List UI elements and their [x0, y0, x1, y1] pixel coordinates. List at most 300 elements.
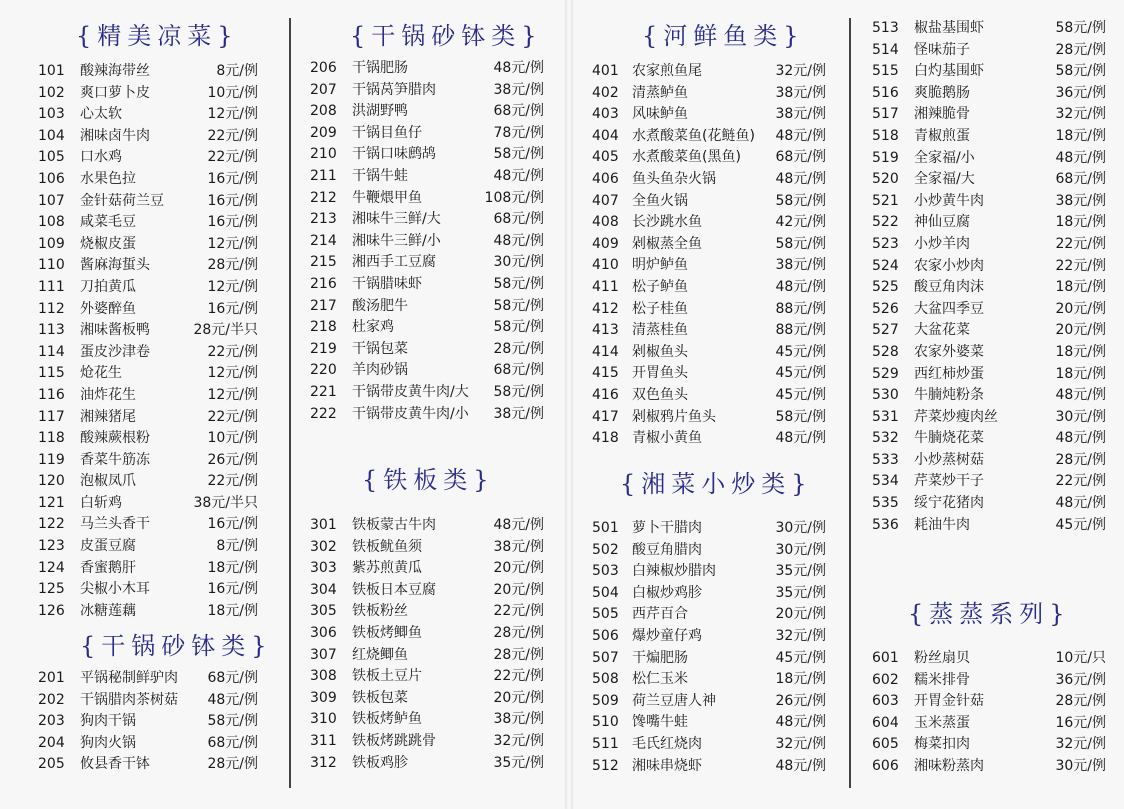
- item-code: 310: [310, 711, 337, 728]
- menu-item-row: [38, 277, 262, 299]
- item-code: 122: [38, 516, 65, 533]
- item-price: 22元/例: [493, 603, 544, 620]
- item-name: 全鱼火锅: [632, 192, 688, 209]
- item-price: 30元/例: [775, 520, 826, 536]
- item-name: 松子鲈鱼: [632, 278, 688, 295]
- item-code: 205: [38, 756, 65, 773]
- item-price: 22元/例: [1055, 257, 1106, 274]
- item-name: 全家福/小: [914, 149, 975, 166]
- item-code: 214: [310, 232, 337, 249]
- item-name: 松子桂鱼: [632, 300, 688, 317]
- item-code: 527: [872, 322, 899, 339]
- item-price: 45元/例: [1055, 516, 1106, 533]
- item-price: 68元/例: [1055, 171, 1106, 188]
- item-price: 30元/例: [1055, 757, 1106, 774]
- item-name: 湘辣脆骨: [914, 106, 970, 123]
- item-code: 311: [310, 732, 337, 749]
- menu-item-row: [310, 688, 548, 710]
- item-code: 522: [872, 214, 899, 231]
- item-name: 农家煎鱼尾: [632, 63, 702, 79]
- menu-item-row: [872, 450, 1110, 472]
- item-price: 12元/例: [207, 106, 258, 123]
- menu-item-row: [872, 256, 1110, 278]
- item-price: 20元/例: [1055, 300, 1106, 317]
- menu-item-row: [592, 277, 830, 299]
- item-name: 玉米蒸蛋: [914, 714, 970, 731]
- item-price: 58元/例: [207, 713, 258, 730]
- item-code: 532: [872, 430, 899, 447]
- item-code: 126: [38, 602, 65, 619]
- menu-item-row: [592, 669, 830, 691]
- item-price: 16元/例: [207, 581, 258, 598]
- item-code: 213: [310, 211, 337, 228]
- menu-item-row: [310, 339, 548, 361]
- item-name: 大盆四季豆: [914, 300, 984, 317]
- item-code: 221: [310, 383, 337, 400]
- menu-item-list: [38, 668, 262, 776]
- menu-item-row: [872, 407, 1110, 429]
- item-code: 403: [592, 106, 619, 123]
- menu-item-row: [872, 191, 1110, 213]
- item-name: 糯米排骨: [914, 671, 970, 688]
- item-name: 剁椒蒸全鱼: [632, 235, 702, 252]
- menu-item-row: [592, 626, 830, 648]
- menu-item-row: [310, 753, 548, 775]
- item-code: 525: [872, 279, 899, 296]
- menu-item-row: [38, 363, 262, 385]
- item-price: 28元/例: [207, 257, 258, 274]
- column-divider: [849, 18, 851, 788]
- item-name: 干煸肥肠: [632, 649, 688, 666]
- menu-item-row: [38, 147, 262, 169]
- menu-item-row: [38, 711, 262, 733]
- item-code: 409: [592, 235, 619, 252]
- item-price: 26元/例: [207, 451, 258, 468]
- item-name: 铁板粉丝: [352, 603, 408, 620]
- menu-item-row: [310, 382, 548, 404]
- item-price: 35元/例: [775, 584, 826, 601]
- item-code: 119: [38, 451, 65, 468]
- item-price: 28元/例: [1055, 693, 1106, 710]
- item-code: 308: [310, 668, 337, 685]
- menu-item-row: [310, 515, 548, 537]
- item-price: 18元/例: [775, 671, 826, 688]
- item-price: 68元/例: [207, 670, 258, 686]
- item-code: 404: [592, 127, 619, 144]
- item-code: 603: [872, 693, 899, 710]
- item-price: 88元/例: [775, 300, 826, 317]
- item-name: 牛腩烧花菜: [914, 430, 984, 447]
- item-name: 酸豆角腊肉: [632, 541, 702, 558]
- item-code: 533: [872, 451, 899, 468]
- section-title: {干锅砂钵类}: [80, 632, 273, 660]
- menu-item-row: [592, 712, 830, 734]
- item-code: 216: [310, 275, 337, 292]
- item-price: 32元/例: [493, 732, 544, 749]
- item-code: 519: [872, 149, 899, 166]
- menu-item-row: [38, 104, 262, 126]
- menu-item-row: [38, 234, 262, 256]
- item-price: 12元/例: [207, 365, 258, 382]
- item-price: 12元/例: [207, 386, 258, 403]
- item-code: 526: [872, 300, 899, 317]
- menu-item-row: [592, 734, 830, 756]
- item-code: 307: [310, 646, 337, 663]
- menu-item-row: [872, 713, 1110, 735]
- menu-item-list: [310, 515, 548, 774]
- item-price: 48元/例: [1055, 430, 1106, 447]
- item-price: 22元/例: [1055, 235, 1106, 252]
- item-price: 38元/例: [493, 711, 544, 728]
- item-price: 18元/例: [1055, 343, 1106, 360]
- item-price: 48元/例: [493, 167, 544, 184]
- item-code: 215: [310, 254, 337, 271]
- item-name: 耗油牛肉: [914, 516, 970, 533]
- item-code: 202: [38, 691, 65, 708]
- item-code: 107: [38, 192, 65, 209]
- item-price: 20元/例: [775, 606, 826, 623]
- menu-item-row: [592, 385, 830, 407]
- item-price: 16元/例: [1055, 714, 1106, 731]
- item-name: 蛋皮沙津卷: [80, 343, 150, 360]
- item-code: 124: [38, 559, 65, 576]
- item-name: 大盆花菜: [914, 322, 970, 339]
- item-code: 412: [592, 300, 619, 317]
- item-price: 45元/例: [775, 386, 826, 403]
- menu-item-row: [38, 536, 262, 558]
- item-code: 505: [592, 606, 619, 623]
- item-name: 馋嘴牛蛙: [632, 714, 688, 731]
- item-code: 110: [38, 257, 65, 274]
- item-price: 58元/例: [775, 235, 826, 252]
- item-price: 58元/例: [493, 297, 544, 314]
- item-price: 32元/例: [775, 63, 826, 79]
- item-code: 517: [872, 106, 899, 123]
- item-code: 112: [38, 300, 65, 317]
- item-name: 湘味牛三鲜/大: [352, 211, 441, 228]
- item-name: 羊肉砂锅: [352, 362, 408, 379]
- item-name: 平锅秘制鲜驴肉: [80, 670, 178, 686]
- item-name: 绥宁花猪肉: [914, 495, 984, 512]
- item-code: 212: [310, 189, 337, 206]
- item-code: 121: [38, 494, 65, 511]
- menu-item-row: [38, 493, 262, 515]
- item-name: 水煮酸菜鱼(黑鱼): [632, 149, 741, 166]
- item-code: 114: [38, 343, 65, 360]
- item-name: 剁椒鸦片鱼头: [632, 408, 716, 425]
- menu-item-row: [592, 604, 830, 626]
- item-name: 清蒸鲈鱼: [632, 84, 688, 101]
- menu-item-list: [592, 61, 830, 450]
- item-code: 219: [310, 340, 337, 357]
- item-code: 120: [38, 473, 65, 490]
- item-code: 104: [38, 127, 65, 144]
- item-name: 湘味酱板鸭: [80, 322, 150, 339]
- menu-item-row: [592, 756, 830, 778]
- item-name: 干锅牛蛙: [352, 167, 408, 184]
- menu-item-row: [872, 385, 1110, 407]
- item-name: 酸辣蕨根粉: [80, 430, 150, 447]
- item-code: 535: [872, 495, 899, 512]
- page-fold: [565, 0, 573, 809]
- item-code: 504: [592, 584, 619, 601]
- item-code: 217: [310, 297, 337, 314]
- item-name: 西芹百合: [632, 606, 688, 623]
- item-price: 38元/例: [493, 405, 544, 422]
- section-title: {河鲜鱼类}: [642, 22, 805, 50]
- item-code: 601: [872, 650, 899, 666]
- menu-item-row: [872, 148, 1110, 170]
- item-code: 408: [592, 214, 619, 231]
- item-name: 泡椒凤爪: [80, 473, 136, 490]
- item-name: 小炒蒸树菇: [914, 451, 984, 468]
- item-price: 58元/例: [775, 408, 826, 425]
- item-code: 106: [38, 170, 65, 187]
- item-price: 38元/例: [493, 538, 544, 555]
- item-name: 干锅包菜: [352, 340, 408, 357]
- item-price: 78元/例: [493, 124, 544, 141]
- menu-item-row: [310, 601, 548, 623]
- item-code: 536: [872, 516, 899, 533]
- item-price: 16元/例: [207, 516, 258, 533]
- item-code: 125: [38, 581, 65, 598]
- item-name: 水煮酸菜鱼(花鲢鱼): [632, 127, 755, 144]
- item-name: 铁板包菜: [352, 689, 408, 706]
- item-name: 爽口萝卜皮: [80, 84, 150, 101]
- item-name: 干锅腊味虾: [352, 275, 422, 292]
- item-code: 509: [592, 692, 619, 709]
- item-price: 32元/例: [775, 735, 826, 752]
- item-code: 411: [592, 278, 619, 295]
- item-price: 48元/例: [207, 691, 258, 708]
- menu-item-row: [592, 212, 830, 234]
- item-code: 514: [872, 41, 899, 58]
- item-code: 201: [38, 670, 65, 686]
- item-name: 香蜜鹅肝: [80, 559, 136, 576]
- item-price: 88元/例: [775, 322, 826, 339]
- item-code: 414: [592, 343, 619, 360]
- item-price: 8元/例: [216, 538, 258, 555]
- item-name: 油炸花生: [80, 386, 136, 403]
- item-name: 剁椒鱼头: [632, 343, 688, 360]
- item-name: 干锅带皮黄牛肉/大: [352, 383, 469, 400]
- menu-item-row: [310, 209, 548, 231]
- item-code: 508: [592, 671, 619, 688]
- item-price: 48元/例: [775, 170, 826, 187]
- menu-item-row: [38, 126, 262, 148]
- item-code: 206: [310, 60, 337, 76]
- item-price: 58元/例: [493, 146, 544, 163]
- item-name: 牛腩炖粉条: [914, 387, 984, 404]
- menu-item-row: [310, 144, 548, 166]
- item-code: 604: [872, 714, 899, 731]
- menu-item-row: [38, 690, 262, 712]
- item-code: 211: [310, 167, 337, 184]
- menu-item-list: [310, 58, 548, 425]
- item-name: 口水鸡: [80, 149, 122, 166]
- item-name: 湘味粉蒸肉: [914, 757, 984, 774]
- item-name: 全家福/大: [914, 171, 975, 188]
- menu-item-row: [592, 342, 830, 364]
- item-price: 28元/例: [493, 340, 544, 357]
- item-name: 牛鞭煨甲鱼: [352, 189, 422, 206]
- item-name: 狗肉火锅: [80, 734, 136, 751]
- item-price: 20元/例: [493, 689, 544, 706]
- item-price: 20元/例: [493, 581, 544, 598]
- item-price: 22元/例: [207, 343, 258, 360]
- menu-item-row: [310, 317, 548, 339]
- item-code: 606: [872, 757, 899, 774]
- item-price: 16元/例: [207, 192, 258, 209]
- item-code: 518: [872, 127, 899, 144]
- item-code: 534: [872, 473, 899, 490]
- item-price: 12元/例: [207, 278, 258, 295]
- item-price: 48元/例: [775, 127, 826, 144]
- item-price: 28元/例: [207, 756, 258, 773]
- item-price: 10元/例: [207, 84, 258, 101]
- item-price: 28元/例: [1055, 451, 1106, 468]
- menu-item-row: [310, 123, 548, 145]
- item-code: 407: [592, 192, 619, 209]
- item-code: 531: [872, 408, 899, 425]
- item-name: 酱麻海蜇头: [80, 257, 150, 274]
- item-price: 30元/例: [493, 254, 544, 271]
- item-name: 干锅口味鹧鸪: [352, 146, 436, 163]
- item-price: 45元/例: [775, 343, 826, 360]
- item-name: 铁板烤鲫鱼: [352, 624, 422, 641]
- item-code: 302: [310, 538, 337, 555]
- item-price: 58元/例: [493, 319, 544, 336]
- item-name: 干锅莴笋腊肉: [352, 81, 436, 98]
- menu-item-row: [592, 428, 830, 450]
- item-code: 118: [38, 430, 65, 447]
- item-price: 28元/例: [1055, 41, 1106, 58]
- item-name: 铁板鱿鱼须: [352, 538, 422, 555]
- menu-item-row: [38, 83, 262, 105]
- item-name: 金针菇荷兰豆: [80, 192, 164, 209]
- menu-item-row: [872, 40, 1110, 62]
- menu-item-row: [592, 648, 830, 670]
- item-price: 16元/例: [207, 170, 258, 187]
- item-price: 20元/例: [1055, 322, 1106, 339]
- item-code: 602: [872, 671, 899, 688]
- item-code: 417: [592, 408, 619, 425]
- item-name: 湘味卤牛肉: [80, 127, 150, 144]
- item-code: 303: [310, 560, 337, 577]
- item-price: 48元/例: [775, 430, 826, 447]
- item-price: 48元/例: [1055, 495, 1106, 512]
- item-name: 怪味茄子: [914, 41, 970, 58]
- item-code: 530: [872, 387, 899, 404]
- menu-item-row: [872, 277, 1110, 299]
- item-code: 510: [592, 714, 619, 731]
- menu-item-row: [38, 579, 262, 601]
- item-name: 白斩鸡: [80, 494, 122, 511]
- item-name: 芹菜炒干子: [914, 473, 984, 490]
- item-code: 304: [310, 581, 337, 598]
- menu-item-row: [872, 515, 1110, 537]
- item-name: 白灼基围虾: [914, 63, 984, 80]
- item-code: 109: [38, 235, 65, 252]
- item-price: 18元/例: [207, 602, 258, 619]
- item-code: 113: [38, 322, 65, 339]
- item-price: 12元/例: [207, 235, 258, 252]
- menu-item-row: [872, 104, 1110, 126]
- item-name: 神仙豆腐: [914, 214, 970, 231]
- item-price: 10元/只: [1055, 650, 1106, 666]
- item-code: 413: [592, 322, 619, 339]
- menu-item-list: [38, 61, 262, 622]
- item-price: 48元/例: [775, 714, 826, 731]
- item-price: 36元/例: [1055, 671, 1106, 688]
- item-price: 48元/例: [493, 60, 544, 76]
- item-name: 尖椒小木耳: [80, 581, 150, 598]
- item-name: 铁板烤跳跳骨: [352, 732, 436, 749]
- item-code: 204: [38, 734, 65, 751]
- item-code: 410: [592, 257, 619, 274]
- menu-item-row: [38, 61, 262, 83]
- menu-item-row: [310, 101, 548, 123]
- item-price: 32元/例: [1055, 106, 1106, 123]
- item-name: 香菜牛筋冻: [80, 451, 150, 468]
- item-name: 咸菜毛豆: [80, 214, 136, 231]
- item-code: 222: [310, 405, 337, 422]
- item-code: 220: [310, 362, 337, 379]
- item-name: 外婆醉鱼: [80, 300, 136, 317]
- item-price: 8元/例: [216, 63, 258, 79]
- menu-item-row: [592, 61, 830, 83]
- item-code: 415: [592, 365, 619, 382]
- item-name: 铁板鸡胗: [352, 754, 408, 771]
- item-name: 芹菜炒瘦肉丝: [914, 408, 998, 425]
- item-price: 18元/例: [1055, 214, 1106, 231]
- menu-item-row: [592, 255, 830, 277]
- menu-item-row: [592, 320, 830, 342]
- menu-item-row: [872, 342, 1110, 364]
- menu-item-row: [872, 471, 1110, 493]
- item-price: 22元/例: [1055, 473, 1106, 490]
- item-price: 45元/例: [775, 649, 826, 666]
- item-price: 58元/例: [1055, 63, 1106, 80]
- item-code: 207: [310, 81, 337, 98]
- item-code: 309: [310, 689, 337, 706]
- item-name: 铁板烤鲈鱼: [352, 711, 422, 728]
- item-code: 115: [38, 365, 65, 382]
- item-price: 58元/例: [493, 383, 544, 400]
- item-code: 116: [38, 386, 65, 403]
- menu-item-row: [38, 385, 262, 407]
- item-name: 干锅带皮黄牛肉/小: [352, 405, 469, 422]
- item-code: 210: [310, 146, 337, 163]
- item-name: 铁板日本豆腐: [352, 581, 436, 598]
- item-code: 102: [38, 84, 65, 101]
- item-price: 48元/例: [493, 517, 544, 533]
- item-name: 农家外婆菜: [914, 343, 984, 360]
- item-price: 30元/例: [775, 541, 826, 558]
- column-divider: [289, 18, 291, 788]
- item-price: 22元/例: [207, 473, 258, 490]
- menu-item-row: [310, 666, 548, 688]
- item-price: 108元/例: [484, 189, 544, 206]
- menu-item-row: [38, 320, 262, 342]
- item-name: 青椒小黄鱼: [632, 430, 702, 447]
- menu-item-row: [872, 648, 1110, 670]
- item-name: 爽脆鹅肠: [914, 84, 970, 101]
- menu-item-row: [872, 756, 1110, 778]
- item-code: 501: [592, 520, 619, 536]
- item-price: 38元/例: [1055, 192, 1106, 209]
- menu-item-row: [872, 428, 1110, 450]
